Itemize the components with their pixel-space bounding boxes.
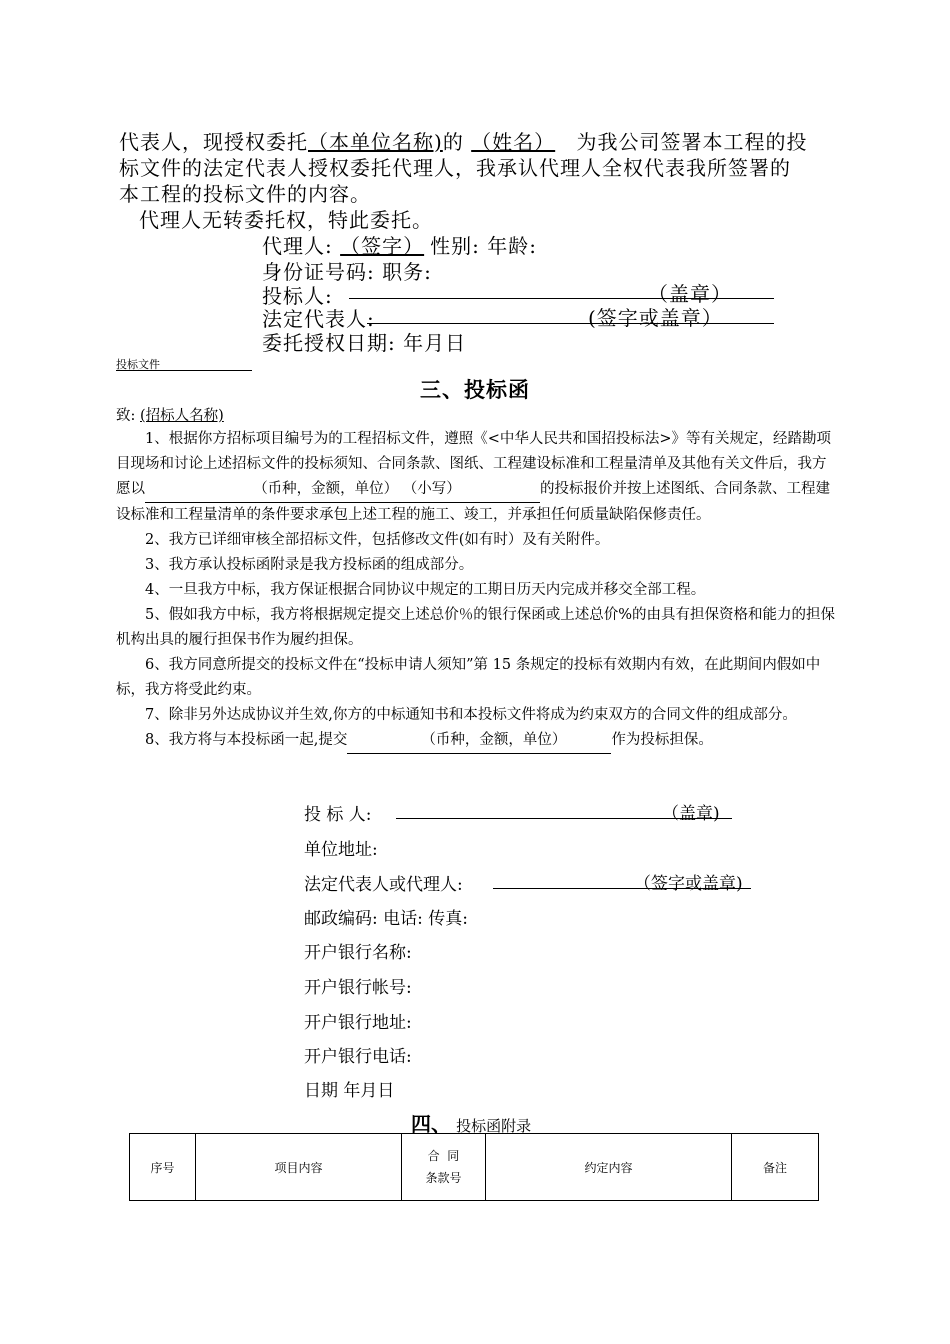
auth-date-row: 委托授权日期: 年月日 [262, 331, 467, 355]
auth-line-4: 代理人无转委托权，特此委托。 [139, 208, 433, 232]
sign-postal: 邮政编码: 电话: 传真: [304, 909, 468, 929]
section3-title: 三、投标函 [420, 377, 530, 402]
clause-8: 8、我方将与本投标函一起,提交 （币种，金额，单位） 作为投标担保。 [116, 728, 840, 754]
clause-1: 1、根据你方招标项目编号为的工程招标文件，遵照《<中华人民共和国招投标法>》等有关规定，经踏勘项目现场和讨论上述招标文件的投标须知、合同条款、图纸、工程建设标准和工程量清单及其他有关文件后，我方愿以 （币种，金额，单位） （小写） 的投标报价并按上述图纸、合同条款、工程建设标准和工程量清单的条件要求承包上述工程的施工、竣工，并承担任何质量缺陷保修责任。 [116, 431, 832, 523]
clause-6: 6、我方同意所提交的投标文件在“投标申请人须知”第 15 条规定的投标有效期内有效，在此期间内假如中标，我方将受此约束。 [116, 657, 821, 698]
agent-name-placeholder: （姓名） [471, 130, 556, 154]
legal-rep-sign-label: (签字或盖章） [588, 306, 723, 330]
sign-bank-address: 开户银行地址: [304, 1013, 412, 1033]
clause-4: 4、一旦我方中标，我方保证根据合同协议中规定的工期日历天内完成并移交全部工程。 [145, 582, 706, 598]
bid-letter-body [116, 427, 840, 754]
bidder-label: 投标人: [262, 284, 333, 308]
section4-heading: 投标函附录 [456, 1117, 532, 1135]
sign-bidder-seal: （盖章) [662, 804, 720, 824]
legal-rep-label: 法定代表人: [262, 307, 375, 331]
addressee-row [116, 404, 224, 425]
addressee-placeholder: (招标人名称) [140, 408, 224, 424]
sign-date: 日期 年月日 [304, 1081, 395, 1101]
company-name-placeholder: （本单位名称) [308, 130, 443, 154]
header-label: 投标文件 [116, 358, 160, 371]
agent-label: 代理人: [262, 234, 333, 258]
bid-price-field: （币种，金额，单位） （小写） [145, 477, 540, 503]
sign-bidder-label: 投 标 人: [304, 805, 372, 825]
agent-row [262, 230, 537, 259]
col-header-clause: 合 同 条款号 [402, 1134, 486, 1201]
auth-text: 为我公司签署本工程的投 [576, 130, 808, 154]
auth-line-1 [119, 126, 808, 155]
agent-sign-field: （签字） [340, 234, 425, 258]
sign-address: 单位地址: [304, 840, 378, 860]
clause-3: 3、我方承认投标函附录是我方投标函的组成部分。 [145, 557, 474, 573]
sign-rep-label: 法定代表人或代理人: [304, 875, 463, 895]
section4-number: 四、 [411, 1112, 451, 1136]
header-rule [116, 370, 252, 371]
col-header-remarks: 备注 [732, 1134, 819, 1201]
sign-bank-name: 开户银行名称: [304, 943, 412, 963]
gender-age-label: 性别: 年龄: [430, 234, 537, 258]
table-header-row [130, 1134, 819, 1201]
bidder-seal-label: （盖章） [648, 282, 732, 306]
col-header-index: 序号 [130, 1134, 196, 1201]
sign-bank-account: 开户银行帐号: [304, 978, 412, 998]
sign-bank-phone: 开户银行电话: [304, 1047, 412, 1067]
sign-rep-sign: （签字或盖章) [634, 874, 743, 894]
clause-7: 7、除非另外达成协议并生效,你方的中标通知书和本投标文件将成为约束双方的合同文件的组成部分。 [145, 707, 797, 723]
auth-text: 代表人，现授权委托 [119, 130, 308, 154]
auth-text: 的 [442, 130, 464, 154]
addressee-label: 致: [116, 408, 136, 424]
appendix-table [129, 1133, 819, 1201]
auth-line-2: 标文件的法定代表人授权委托代理人，我承认代理人全权代表我所签署的 [119, 156, 791, 180]
clause-2: 2、我方已详细审核全部招标文件，包括修改文件(如有时）及有关附件。 [145, 532, 610, 548]
col-header-agreement: 约定内容 [486, 1134, 732, 1201]
id-position-row: 身份证号码: 职务: [262, 260, 432, 284]
bid-bond-field: （币种，金额，单位） [347, 728, 611, 754]
clause-5: 5、假如我方中标，我方将根据规定提交上述总价％的银行保函或上述总价%的由具有担保资格和能力的担保机构出具的履行担保书作为履约担保。 [116, 607, 835, 648]
col-header-item: 项目内容 [196, 1134, 402, 1201]
auth-line-3: 本工程的投标文件的内容。 [119, 182, 371, 206]
